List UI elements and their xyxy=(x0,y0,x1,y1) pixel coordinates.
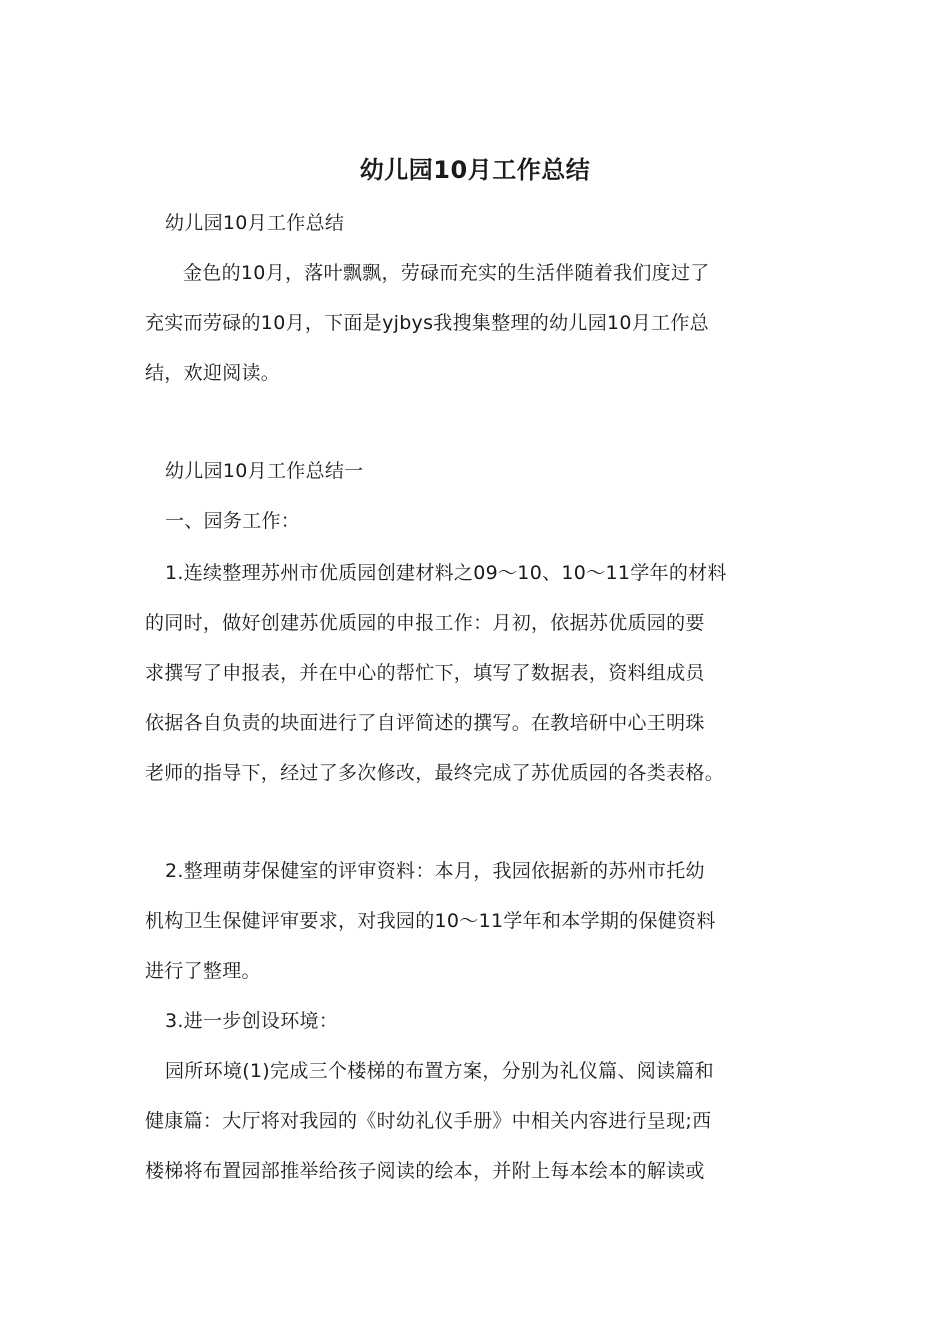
item1-line-4: 依据各自负责的块面进行了自评简述的撰写。在教培研中心王明珠 xyxy=(145,712,705,734)
intro-line-3: 结，欢迎阅读。 xyxy=(145,362,281,384)
subsection-heading: 一、园务工作： xyxy=(165,510,301,532)
section-heading: 幼儿园10月工作总结一 xyxy=(165,460,364,482)
subtitle-line: 幼儿园10月工作总结 xyxy=(165,212,345,234)
item3-line-2: 健康篇：大厅将对我园的《时幼礼仪手册》中相关内容进行呈现;西 xyxy=(145,1110,712,1132)
intro-line-2: 充实而劳碌的10月，下面是yjbys我搜集整理的幼儿园10月工作总 xyxy=(145,312,709,334)
item3-line-1: 园所环境(1)完成三个楼梯的布置方案，分别为礼仪篇、阅读篇和 xyxy=(165,1060,714,1082)
intro-line-1: 金色的10月，落叶飘飘，劳碌而充实的生活伴随着我们度过了 xyxy=(183,262,710,284)
item1-line-2: 的同时，做好创建苏优质园的申报工作：月初，依据苏优质园的要 xyxy=(145,612,705,634)
item1-line-1: 1.连续整理苏州市优质园创建材料之09～10、10～11学年的材料 xyxy=(165,562,727,584)
item3-line-3: 楼梯将布置园部推举给孩子阅读的绘本，并附上每本绘本的解读或 xyxy=(145,1160,705,1182)
item1-line-5: 老师的指导下，经过了多次修改，最终完成了苏优质园的各类表格。 xyxy=(145,762,725,784)
item2-line-2: 机构卫生保健评审要求，对我园的10～11学年和本学期的保健资料 xyxy=(145,910,716,932)
item2-line-3: 进行了整理。 xyxy=(145,960,261,982)
item1-line-3: 求撰写了申报表，并在中心的帮忙下，填写了数据表，资料组成员 xyxy=(145,662,705,684)
item3-heading: 3.进一步创设环境： xyxy=(165,1010,339,1032)
item2-line-1: 2.整理萌芽保健室的评审资料：本月，我园依据新的苏州市托幼 xyxy=(165,860,705,882)
document-title: 幼儿园10月工作总结 xyxy=(359,156,591,184)
